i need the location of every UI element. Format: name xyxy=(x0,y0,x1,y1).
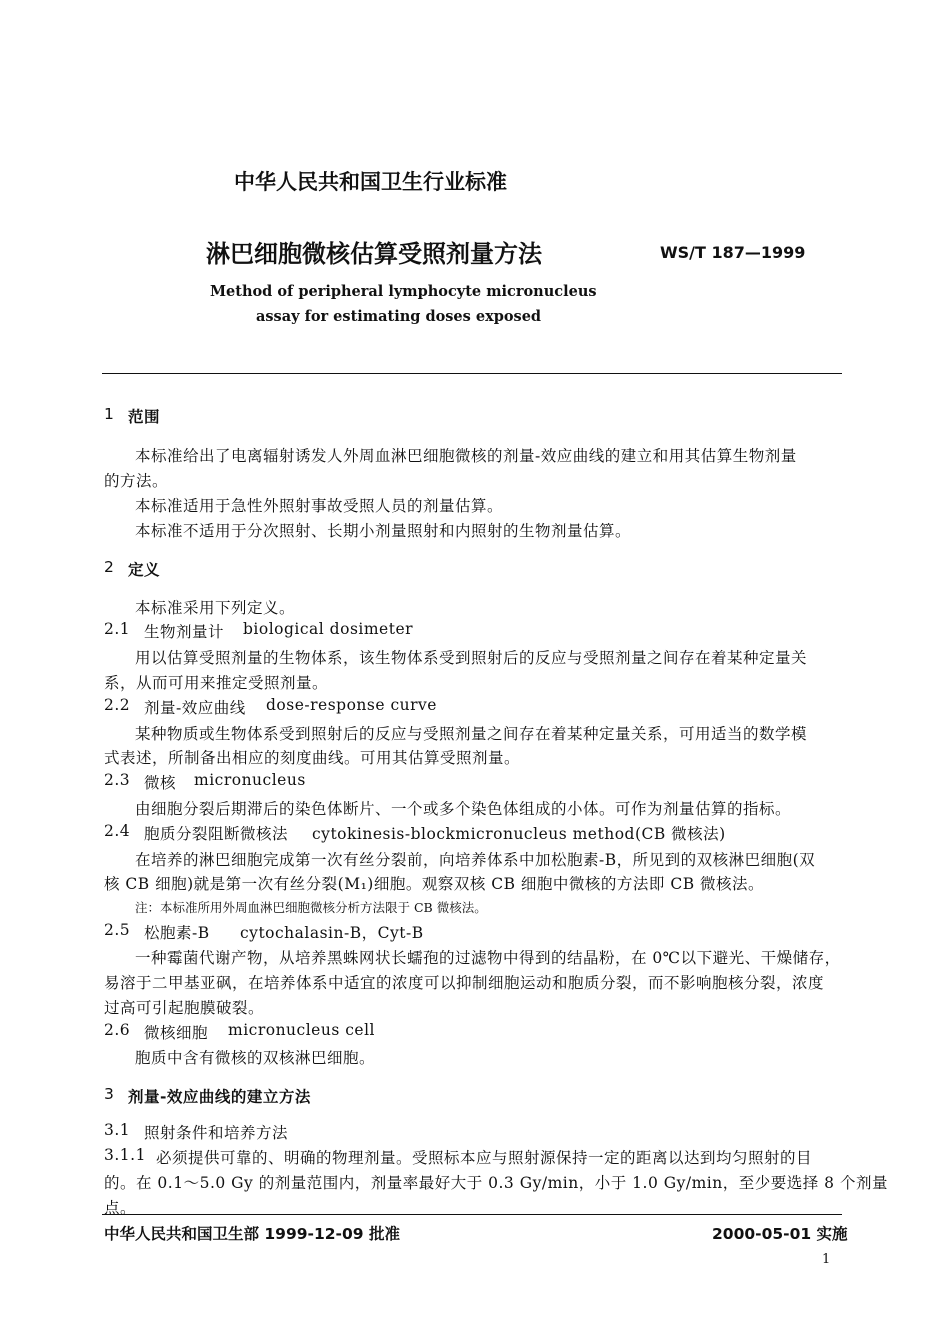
def-2-1-text-a: 用以估算受照剂量的生物体系，该生物体系受到照射后的反应与受照剂量之间存在着某种定量关 xyxy=(135,649,808,667)
header-divider xyxy=(102,373,842,374)
subsection-3-1-title: 照射条件和培养方法 xyxy=(144,1124,289,1142)
section-3-heading: 剂量-效应曲线的建立方法 xyxy=(128,1088,311,1106)
def-2-2-text-b: 式表述，所制备出相应的刻度曲线。可用其估算受照剂量。 xyxy=(104,749,521,767)
section-1-heading: 范围 xyxy=(128,408,161,426)
standard-category: 中华人民共和国卫生行业标准 xyxy=(234,170,507,194)
def-2-1-text-b: 系，从而可用来推定受照剂量。 xyxy=(104,674,329,692)
def-2-2-term: 剂量-效应曲线 xyxy=(144,699,246,717)
def-2-6-term: 微核细胞 xyxy=(144,1024,209,1042)
clause-3-1-1-text-a: 必须提供可靠的、明确的物理剂量。受照标本应与照射源保持一定的距离以达到均匀照射的目 xyxy=(156,1149,813,1167)
def-2-5-english: cytochalasin-B，Cyt-B xyxy=(240,924,424,942)
def-2-1-english: biological dosimeter xyxy=(243,620,414,638)
clause-3-1-1-number: 3.1.1 xyxy=(104,1146,146,1164)
footer-divider xyxy=(102,1214,842,1215)
document-title-en-line2: assay for estimating doses exposed xyxy=(256,308,542,325)
section-1-para-1a: 本标准给出了电离辐射诱发人外周血淋巴细胞微核的剂量-效应曲线的建立和用其估算生物剂量 xyxy=(135,447,797,465)
def-2-6-text-a: 胞质中含有微核的双核淋巴细胞。 xyxy=(135,1049,376,1067)
page-number: 1 xyxy=(822,1252,831,1267)
section-1-number: 1 xyxy=(104,405,115,423)
def-2-3-term: 微核 xyxy=(144,774,177,792)
def-2-4-number: 2.4 xyxy=(104,822,131,840)
document-title-en-line1: Method of peripheral lymphocyte micronucleus xyxy=(210,283,597,300)
clause-3-1-1-text-c: 点。 xyxy=(104,1199,137,1217)
def-2-6-english: micronucleus cell xyxy=(228,1021,375,1039)
def-2-1-number: 2.1 xyxy=(104,620,131,638)
section-2-intro: 本标准采用下列定义。 xyxy=(135,599,296,617)
def-2-5-text-b: 易溶于二甲基亚砜，在培养体系中适宜的浓度可以抑制细胞运动和胞质分裂，而不影响胞核分裂，浓度 xyxy=(104,974,825,992)
section-1-para-2: 本标准适用于急性外照射事故受照人员的剂量估算。 xyxy=(135,497,504,515)
def-2-4-english: cytokinesis-blockmicronucleus method(CB 微核法) xyxy=(312,825,726,843)
approval-line: 中华人民共和国卫生部 1999-12-09 批准 xyxy=(104,1225,400,1243)
section-3-number: 3 xyxy=(104,1085,115,1103)
clause-3-1-1-text-b: 的。在 0.1～5.0 Gy 的剂量范围内，剂量率最好大于 0.3 Gy/min，小于 1.0 Gy/min，至少要选择 8 个剂量 xyxy=(104,1174,888,1192)
def-2-4-text-a: 在培养的淋巴细胞完成第一次有丝分裂前，向培养体系中加松胞素-B，所见到的双核淋巴细胞(双 xyxy=(135,851,816,869)
def-2-5-text-a: 一种霉菌代谢产物，从培养黑蛛网状长蠕孢的过滤物中得到的结晶粉，在 0℃以下避光、干燥储存， xyxy=(135,949,841,967)
section-2-number: 2 xyxy=(104,558,115,576)
def-2-2-text-a: 某种物质或生物体系受到照射后的反应与受照剂量之间存在着某种定量关系，可用适当的数学模 xyxy=(135,725,808,743)
def-2-4-term: 胞质分裂阻断微核法 xyxy=(144,825,289,843)
section-1-para-3: 本标准不适用于分次照射、长期小剂量照射和内照射的生物剂量估算。 xyxy=(135,522,632,540)
def-2-5-text-c: 过高可引起胞膜破裂。 xyxy=(104,999,265,1017)
def-2-5-number: 2.5 xyxy=(104,921,131,939)
def-2-4-text-b: 核 CB 细胞)就是第一次有丝分裂(M₁)细胞。观察双核 CB 细胞中微核的方法即 CB 微核法。 xyxy=(104,875,765,893)
effective-date: 2000-05-01 实施 xyxy=(712,1225,848,1243)
standard-code: WS/T 187—1999 xyxy=(660,243,806,262)
document-title-cn: 淋巴细胞微核估算受照剂量方法 xyxy=(206,240,542,268)
subsection-3-1-number: 3.1 xyxy=(104,1121,131,1139)
def-2-3-english: micronucleus xyxy=(194,771,306,789)
def-2-2-english: dose-response curve xyxy=(266,696,437,714)
def-2-6-number: 2.6 xyxy=(104,1021,131,1039)
def-2-4-note: 注：本标准所用外周血淋巴细胞微核分析方法限于 CB 微核法。 xyxy=(135,900,487,915)
section-1-para-1b: 的方法。 xyxy=(104,472,169,490)
section-2-heading: 定义 xyxy=(128,561,161,579)
def-2-1-term: 生物剂量计 xyxy=(144,623,225,641)
def-2-5-term: 松胞素-B xyxy=(144,924,210,942)
def-2-3-text-a: 由细胞分裂后期滞后的染色体断片、一个或多个染色体组成的小体。可作为剂量估算的指标。 xyxy=(135,800,792,818)
def-2-3-number: 2.3 xyxy=(104,771,131,789)
def-2-2-number: 2.2 xyxy=(104,696,131,714)
